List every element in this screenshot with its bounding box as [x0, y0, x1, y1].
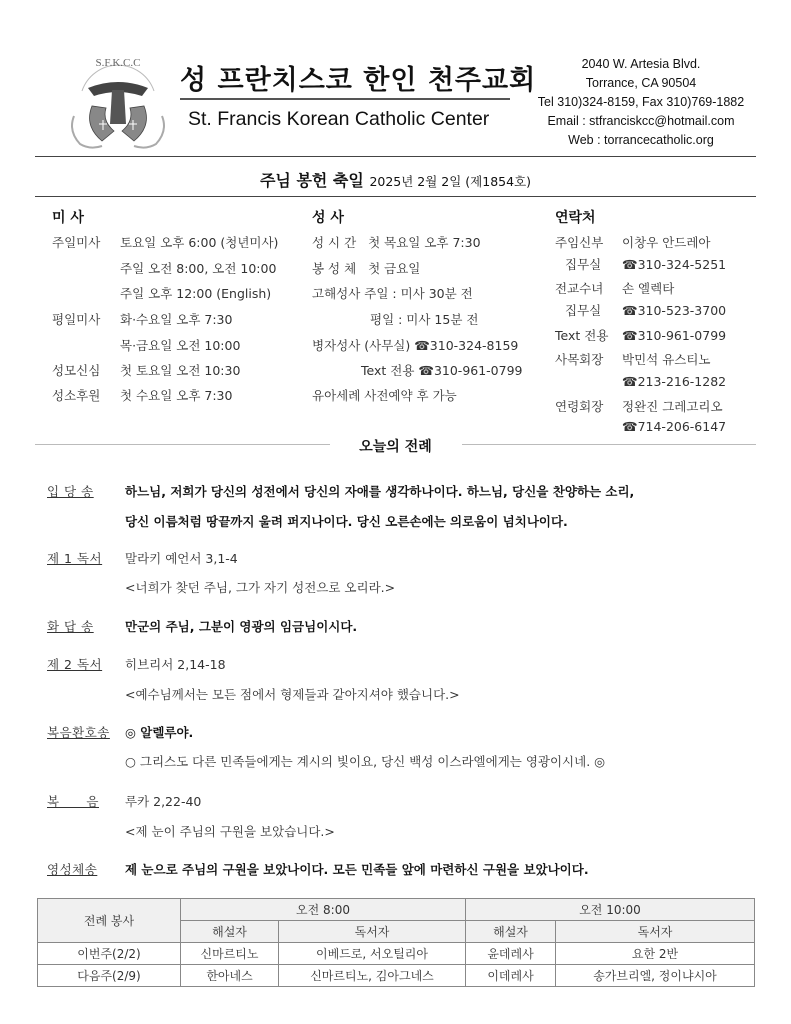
sacrament-holy-hour: 성 시 간 첫 목요일 오후 7:30: [312, 235, 481, 250]
sacrament-communion: 봉 성 체 첫 금요일: [312, 261, 421, 276]
subheader-lector-10am: 독서자: [556, 921, 755, 943]
mass-heading: 미 사: [52, 210, 84, 226]
title-divider: [180, 98, 510, 100]
feast-date: 2025년 2월 2일 (제1854호): [369, 174, 532, 189]
mass-value-sunday-am: 주일 오전 8:00, 오전 10:00: [120, 261, 277, 276]
table-cell: 윤데레사: [466, 943, 556, 965]
mass-value-saturday: 토요일 오후 6:00 (청년미사): [120, 235, 279, 250]
table-corner-cell: 전례 봉사: [38, 899, 181, 943]
email-address[interactable]: Email : stfranciskcc@hotmail.com: [547, 114, 735, 128]
gospel-ref: 루카 2,22-40: [125, 794, 202, 809]
bulletin-header: [40, 40, 760, 155]
contact-value-council-phone: ☎213-216-1282: [622, 374, 727, 389]
city-address: Torrance, CA 90504: [585, 76, 697, 90]
sacrament-anointing: 병자성사 (사무실) ☎310-324-8159: [312, 338, 519, 353]
communion-antiphon-text: 제 눈으로 주님의 구원을 보았나이다. 모든 민족들 앞에 마련하신 구원을 보았나이다.: [125, 862, 589, 877]
psalm-text: 만군의 주님, 그분이 영광의 임금님이시다.: [125, 619, 358, 634]
contact-heading: 연락처: [555, 210, 596, 226]
subheader-commentator-8am: 해설자: [181, 921, 279, 943]
mass-label-vocation: 성소후원: [52, 388, 101, 403]
table-cell: 이데레사: [466, 965, 556, 987]
table-row: [38, 943, 755, 965]
mass-time-10am: 오전 10:00: [466, 899, 755, 921]
gospel-summary: <제 눈이 주님의 구원을 보았습니다.>: [125, 824, 335, 839]
entrance-antiphon-label: 입 당 송: [47, 484, 94, 499]
mass-value-sunday-english: 주일 오후 12:00 (English): [120, 286, 272, 301]
sacrament-confession-weekday: 평일 : 미사 15분 전: [370, 312, 479, 327]
liturgy-title: 오늘의 전례: [359, 439, 432, 455]
mass-value-vocation: 첫 수요일 오후 7:30: [120, 388, 233, 403]
contact-value-text-phone: ☎310-961-0799: [622, 328, 727, 343]
contact-label-text: Text 전용: [555, 328, 609, 343]
sacrament-text-line: Text 전용 ☎310-961-0799: [361, 363, 523, 378]
table-header-row: [38, 899, 755, 921]
feast-name: 주님 봉헌 축일: [259, 171, 364, 190]
mass-label-sunday: 주일미사: [52, 235, 101, 250]
subheader-lector-8am: 독서자: [279, 921, 466, 943]
alleluia-line2: ○ 그리스도 다른 민족들에게는 계시의 빛이요, 당신 백성 이스라엘에게는 영광이시네. ◎: [125, 754, 606, 769]
contact-value-sister: 손 엘렉타: [622, 281, 675, 296]
sacrament-confession-sunday: 고해성사 주일 : 미사 30분 전: [312, 286, 473, 301]
mass-value-marian: 첫 토요일 오전 10:30: [120, 363, 241, 378]
second-reading-summary: <예수님께서는 모든 점에서 형제들과 같아지셔야 했습니다.>: [125, 687, 460, 702]
entrance-antiphon-line1: 하느님, 저희가 당신의 성전에서 당신의 자애를 생각하나이다. 하느님, 당신을 찬양하는 소리,: [125, 484, 635, 499]
mass-label-weekday: 평일미사: [52, 312, 101, 327]
contact-value-funeral: 정완진 그레고리오: [622, 399, 723, 414]
alleluia-line1: ◎ 알렐루야.: [125, 725, 194, 740]
top-divider: [35, 156, 756, 157]
phone-fax: Tel 310)324-8159, Fax 310)769-1882: [537, 95, 745, 109]
week-label: 이번주(2/2): [38, 943, 181, 965]
table-cell: 한아네스: [181, 965, 279, 987]
second-divider: [35, 196, 756, 197]
second-reading-ref: 히브리서 2,14-18: [125, 657, 226, 672]
svg-text:S.F.K.C.C: S.F.K.C.C: [95, 57, 141, 69]
sacrament-heading: 성 사: [312, 210, 344, 226]
mass-time-8am: 오전 8:00: [181, 899, 466, 921]
gospel-label: 복 음: [47, 794, 99, 809]
contact-label-funeral: 연령회장: [555, 399, 604, 414]
mass-value-thu-fri: 목·금요일 오전 10:00: [120, 338, 241, 353]
table-cell: 송가브리엘, 정이냐시아: [556, 965, 755, 987]
contact-value-funeral-phone: ☎714-206-6147: [622, 419, 727, 434]
contact-label-sister-office: 집무실: [565, 303, 602, 318]
subheader-commentator-10am: 해설자: [466, 921, 556, 943]
table-cell: 신마르티노: [181, 943, 279, 965]
table-cell: 요한 2반: [556, 943, 755, 965]
table-row: [38, 965, 755, 987]
street-address: 2040 W. Artesia Blvd.: [581, 57, 701, 71]
contact-label-council: 사목회장: [555, 352, 604, 367]
first-reading-ref: 말라키 예언서 3,1-4: [125, 551, 238, 566]
communion-antiphon-label: 영성체송: [47, 862, 98, 877]
contact-value-office-phone: ☎310-324-5251: [622, 257, 727, 272]
psalm-label: 화 답 송: [47, 619, 94, 634]
table-cell: 신마르티노, 김아그네스: [279, 965, 466, 987]
contact-value-council: 박민석 유스티노: [622, 352, 711, 367]
contact-label-pastor: 주임신부: [555, 235, 604, 250]
contact-value-pastor: 이창우 안드레아: [622, 235, 711, 250]
table-cell: 이베드로, 서오틸리아: [279, 943, 466, 965]
mass-value-tue-wed: 화·수요일 오후 7:30: [120, 312, 233, 327]
contact-value-sister-phone: ☎310-523-3700: [622, 303, 727, 318]
first-reading-summary: <너희가 찾던 주님, 그가 자기 성전으로 오리라.>: [125, 580, 396, 595]
liturgy-service-table: [37, 898, 755, 987]
second-reading-label: 제 2 독서: [47, 657, 103, 672]
sacrament-baptism: 유아세례 사전예약 후 가능: [312, 388, 457, 403]
contact-label-office: 집무실: [565, 257, 602, 272]
website-address[interactable]: Web : torrancecatholic.org: [568, 133, 714, 147]
first-reading-label: 제 1 독서: [47, 551, 103, 566]
contact-address-block: [518, 55, 764, 150]
mass-label-marian: 성모신심: [52, 363, 101, 378]
entrance-antiphon-line2: 당신 이름처럼 땅끝까지 울려 퍼지나이다. 당신 오른손에는 의로움이 넘치나이다.: [125, 514, 568, 529]
parish-name-english: St. Francis Korean Catholic Center: [188, 108, 490, 130]
liturgy-rule-right: [462, 444, 756, 445]
feast-title: [0, 168, 791, 191]
parish-logo-icon: [62, 46, 172, 156]
week-label: 다음주(2/9): [38, 965, 181, 987]
alleluia-label: 복음환호송: [47, 725, 110, 740]
contact-label-sister: 전교수녀: [555, 281, 604, 296]
parish-name-korean: 성 프란치스코 한인 천주교회: [180, 65, 537, 96]
